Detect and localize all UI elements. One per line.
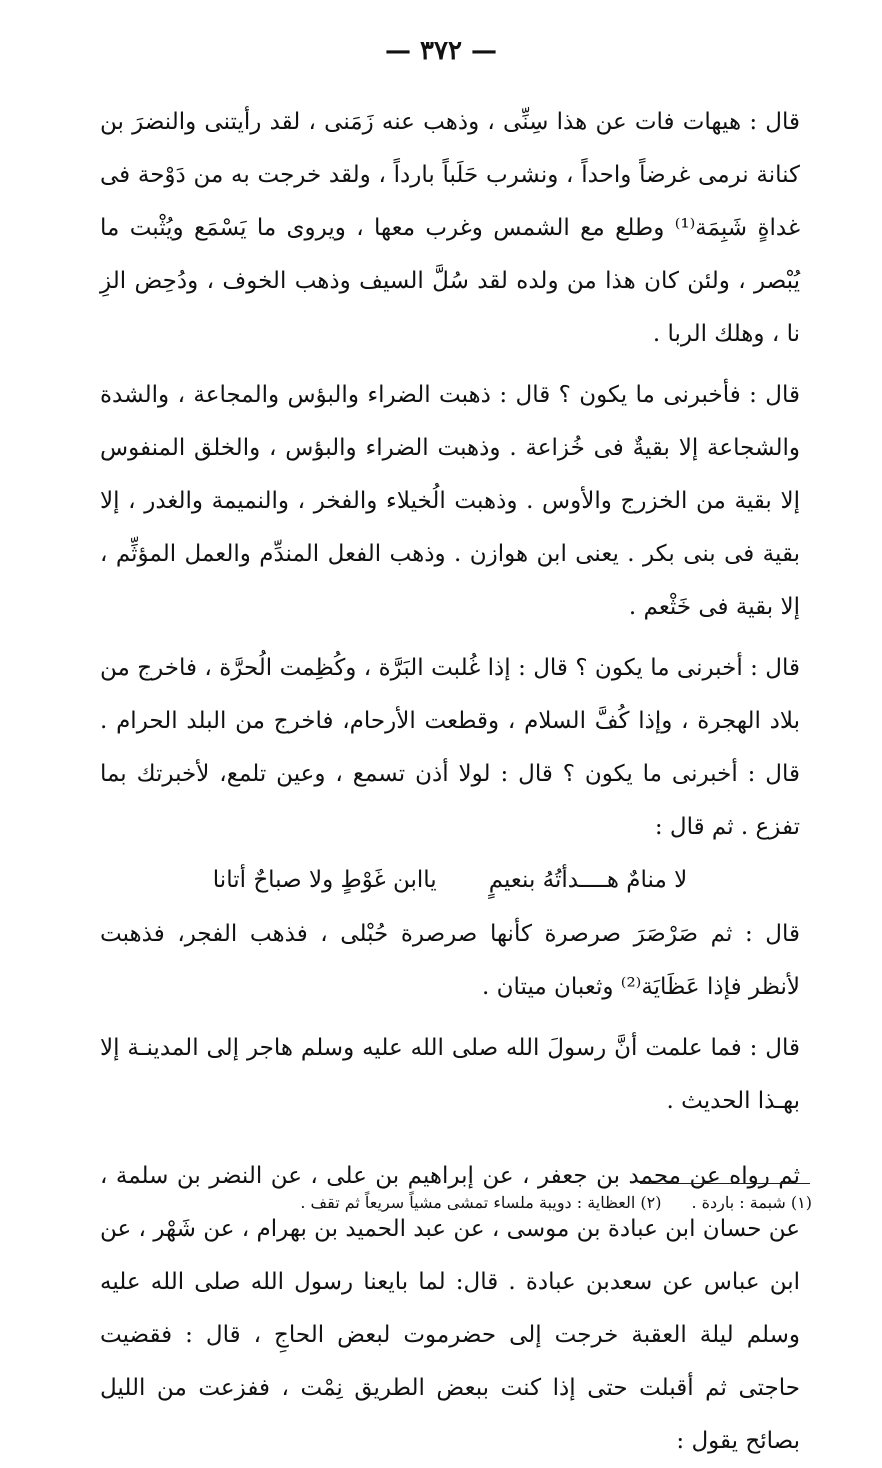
paragraph-3: قال : أخبرنى ما يكون ؟ قال : إذا غُلبت البَرَّة ، وكُظِمت الُحرَّة ، فاخرج من بلاد الهجرة ، وإذا كُفَّ السلام ، وقطعت الأرحام، فاخرج من البلد الحرام . قال : أخبرنى ما يكون ؟ قال : لولا أذن تسمع ، وعين تلمع، لأخبرتك بما تفزع . ثم قال : bbox=[100, 655, 800, 840]
main-text bbox=[100, 96, 800, 1468]
verse-hemistich-2: ياابن غَوْطٍ ولا صباحٌ أتانا bbox=[212, 867, 437, 893]
footnote-divider bbox=[640, 1183, 810, 1184]
paragraph-5: قال : فما علمت أنَّ رسولَ الله صلى الله عليه وسلم هاجر إلى المدينـة إلا بهـذا الحديث . bbox=[100, 1035, 800, 1114]
verse-line bbox=[100, 856, 800, 904]
paragraph-2: قال : فأخبرنى ما يكون ؟ قال : ذهبت الضراء والبؤس والمجاعة ، والشدة والشجاعة إلا بقيةٌ فى خُزاعة . وذهبت الضراء والبؤس ، والخلق المنفوس إلا بقية من الخزرج والأوس . وذهبت الُخيلاء والفخر ، والنميمة والغدر ، إلا بقية فى بنى بكر . يعنى ابن هوازن . وذهب الفعل المندِّم والعمل المؤثِّم ، إلا بقية فى خَثْعم . bbox=[100, 382, 800, 620]
paragraph-1: قال : هيهات فات عن هذا سِنِّى ، وذهب عنه زَمَنى ، لقد رأيتنى والنضرَ بن كنانة نرمى غرضاً واحداً ، ونشرب حَلَباً بارداً ، ولقد خرجت به من دَوْحة فى غداةٍ شَبِمَة⁽¹⁾ وطلع مع الشمس وغرب معها ، ويروى ما يَسْمَع ويُثْبت ما يُبْصر ، ولئن كان هذا من ولده لقد سُلَّ السيف وذهب الخوف ، ودُحِض الزِ نا ، وهلك الربا . bbox=[100, 109, 800, 347]
verse-hemistich-1: لا منامٌ هــــدأتُهُ بنعيمٍ bbox=[488, 867, 688, 893]
footnote-1: (١) شبمة : باردة . bbox=[691, 1193, 812, 1212]
page-number: — ٣٧٢ — bbox=[384, 36, 498, 66]
paragraph-4: قال : ثم صَرْصَرَ صرصرة كأنها صرصرة حُبْلى ، فذهب الفجر، فذهبت لأنظر فإذا عَظَايَة⁽²⁾ وثعبان ميتان . bbox=[100, 921, 800, 1000]
footnote-2: (٢) العظاية : دويبة ملساء تمشى مشياً سريعاً ثم تقف . bbox=[300, 1193, 662, 1212]
paragraph-6: ثم رواه عن محمد بن جعفر ، عن إبراهيم بن على ، عن النضر بن سلمة ، عن حسان ابن عبادة بن موسى ، عن عبد الحميد بن بهرام ، عن شَهْر ، عن ابن عباس عن سعدبن عبادة . قال: لما بايعنا رسول الله صلى الله عليه وسلم ليلة العقبة خرجت إلى حضرموت لبعض الحاجِ ، قال : فقضيت حاجتى ثم أقبلت حتى إذا كنت ببعض الطريق نِمْت ، ففزعت من الليل بصائح يقول : bbox=[100, 1163, 800, 1454]
footnotes bbox=[100, 1190, 812, 1216]
